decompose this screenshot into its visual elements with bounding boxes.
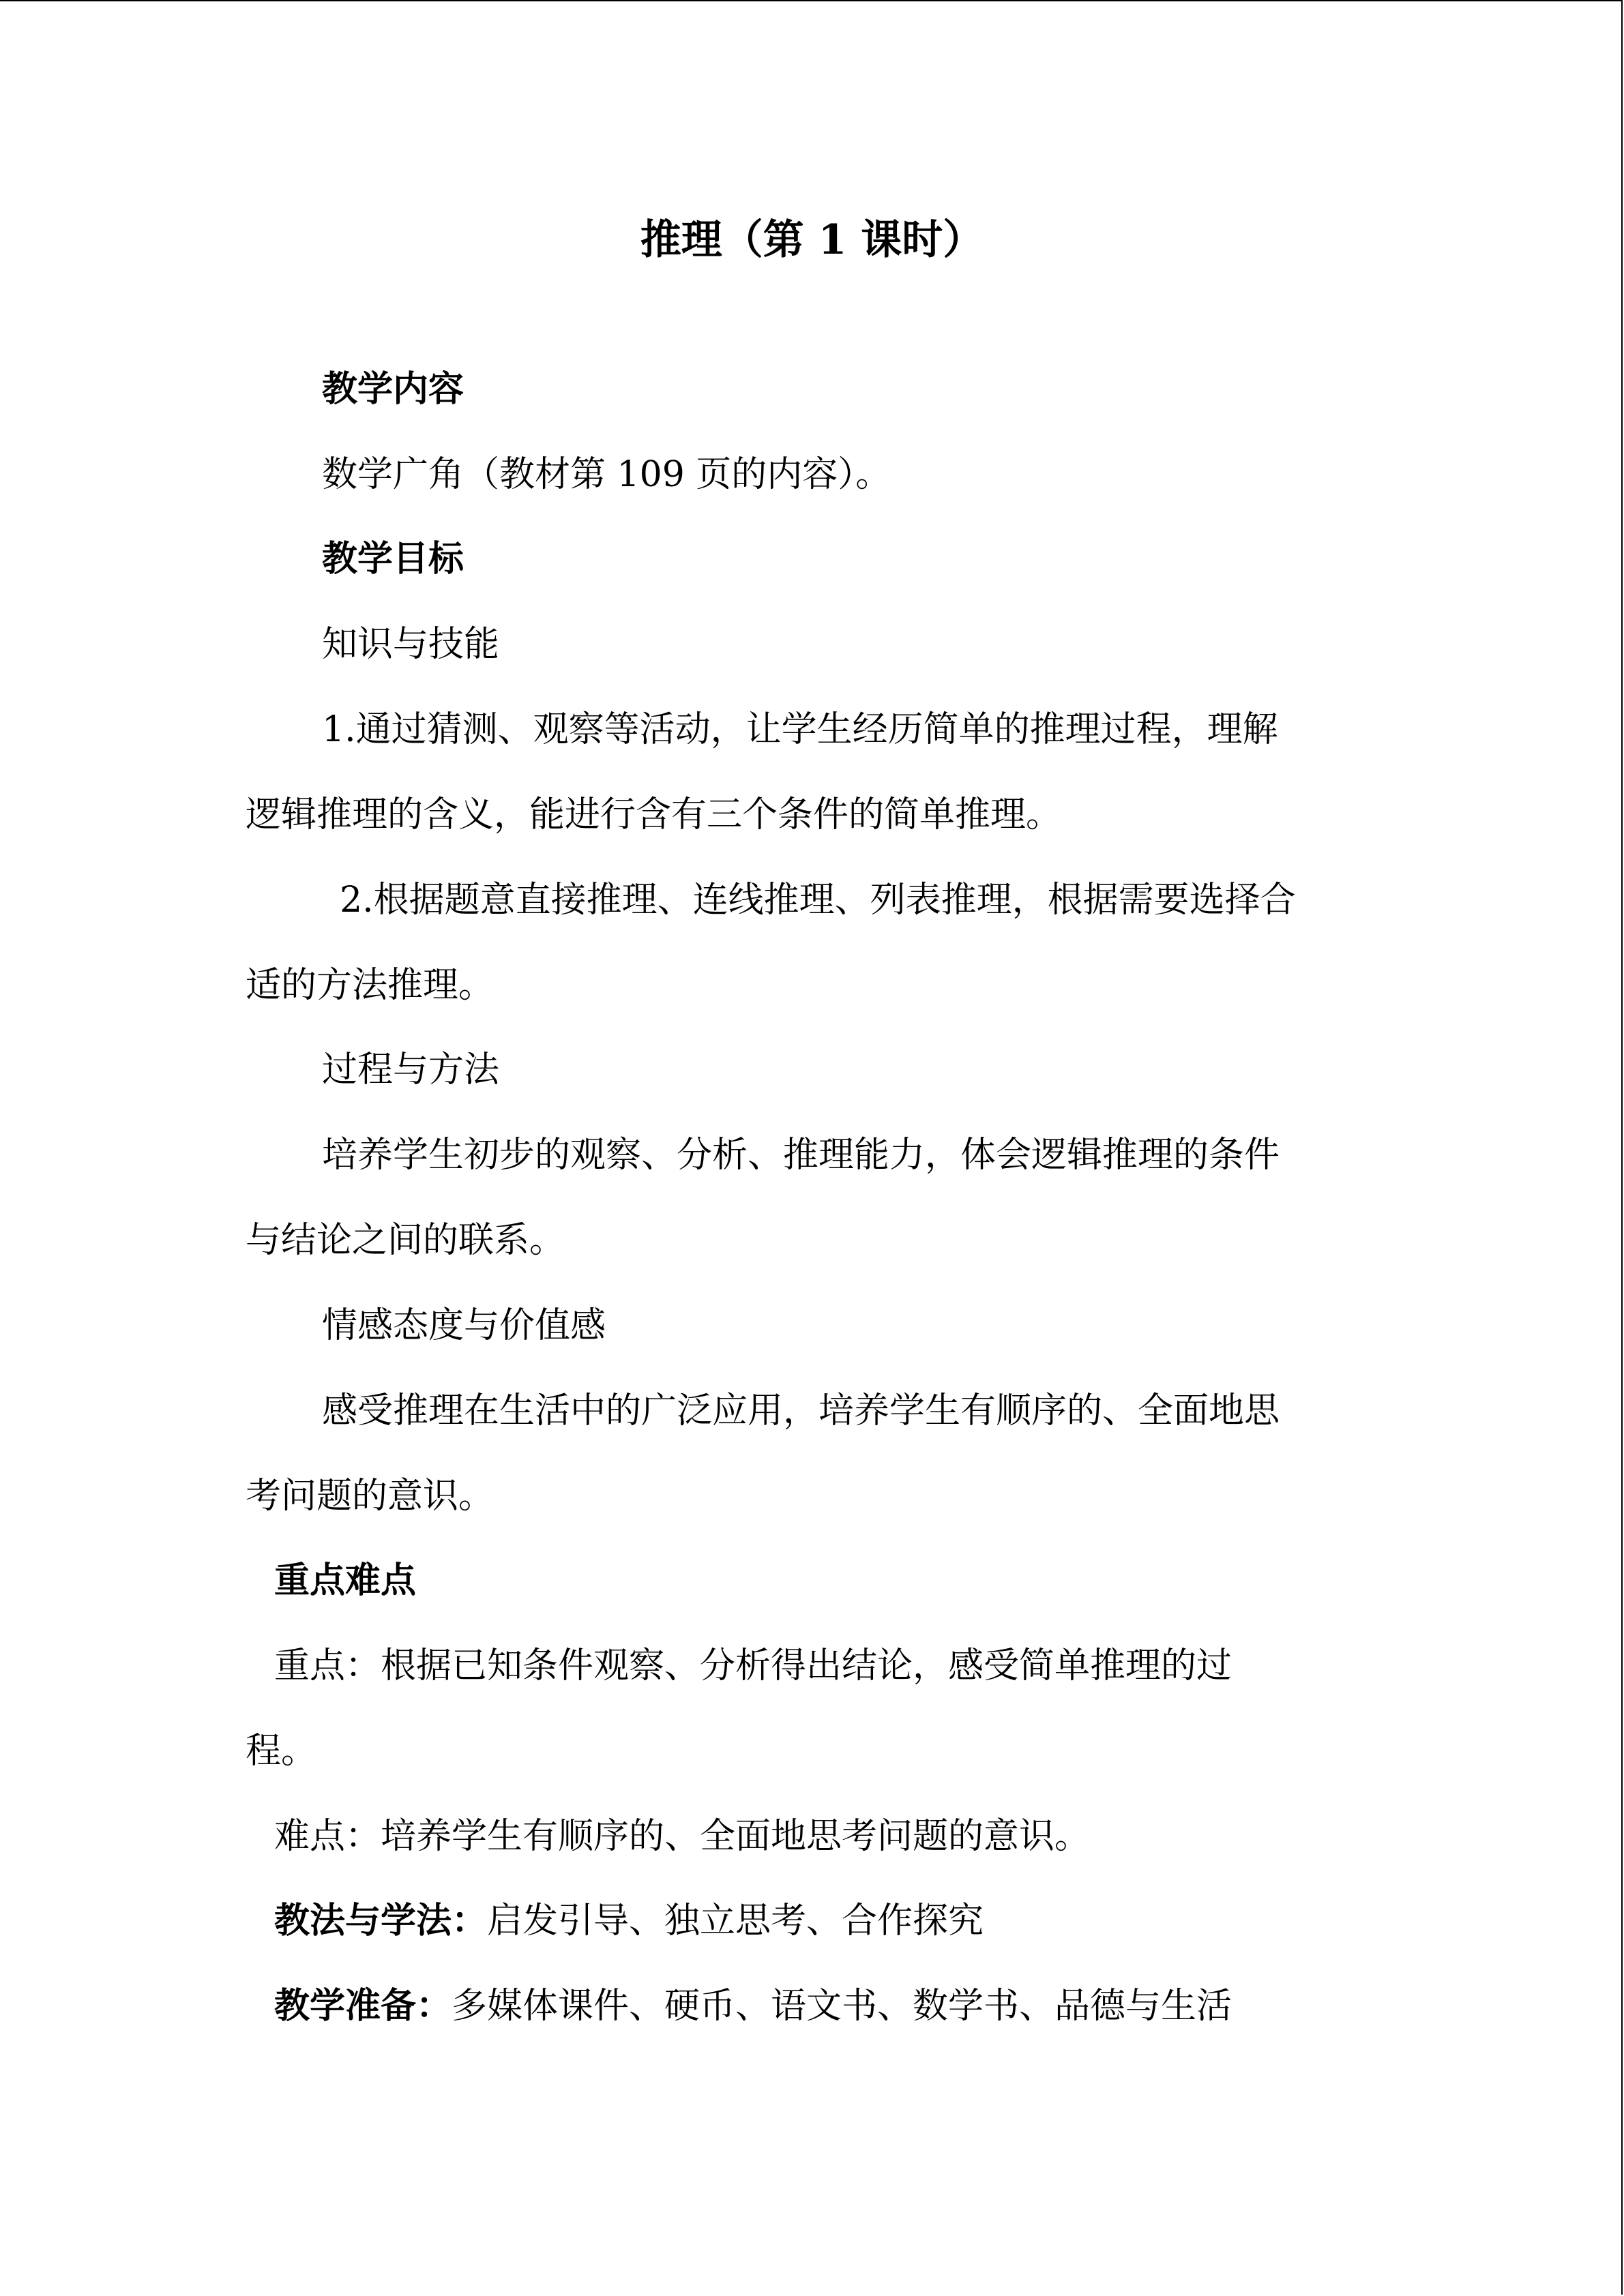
- process-heading: 过程与方法: [322, 1049, 500, 1090]
- prep-line: [274, 1982, 1624, 2030]
- process-line1: 培养学生初步的观察、分析、推理能力，体会逻辑推理的条件: [322, 1135, 1280, 1176]
- goal2-line1: 2.根据题意直接推理、连线推理、列表推理，根据需要选择合: [340, 880, 1296, 921]
- prep-label: 教学准备：: [274, 1985, 452, 2027]
- method-text: 启发引导、独立思考、合作探究: [487, 1900, 984, 1941]
- process-line2: 与结论之间的联系。: [246, 1220, 565, 1261]
- method-label: 教法与学法：: [274, 1900, 488, 1941]
- emotion-line2: 考问题的意识。: [246, 1476, 494, 1517]
- emotion-line1: 感受推理在生活中的广泛应用，培养学生有顺序的、全面地思: [322, 1390, 1280, 1431]
- key-heading: 重点难点: [274, 1560, 417, 1601]
- knowledge-heading: 知识与技能: [322, 624, 500, 665]
- prep-text: 多媒体课件、硬币、语文书、数学书、品德与生活: [452, 1986, 1232, 2027]
- content-text: 数学广角（教材第 109 页的内容）。: [322, 454, 891, 495]
- key-line2: 程。: [246, 1731, 317, 1772]
- goal2-line2: 适的方法推理。: [246, 965, 494, 1006]
- goals-heading: 教学目标: [322, 538, 464, 580]
- emotion-heading: 情感态度与价值感: [322, 1305, 606, 1346]
- content-heading: 教学内容: [322, 368, 464, 410]
- difficulty-line: 难点：培养学生有顺序的、全面地思考问题的意识。: [274, 1816, 1091, 1857]
- goal1-line1: 1.通过猜测、观察等活动，让学生经历简单的推理过程，理解: [322, 709, 1278, 750]
- page-title: 推理（第 1 课时）: [640, 216, 984, 264]
- goal1-line2: 逻辑推理的含义，能进行含有三个条件的简单推理。: [246, 794, 1062, 835]
- method-line: [274, 1897, 1624, 1945]
- key-line1: 重点：根据已知条件观察、分析得出结论，感受简单推理的过: [274, 1645, 1232, 1686]
